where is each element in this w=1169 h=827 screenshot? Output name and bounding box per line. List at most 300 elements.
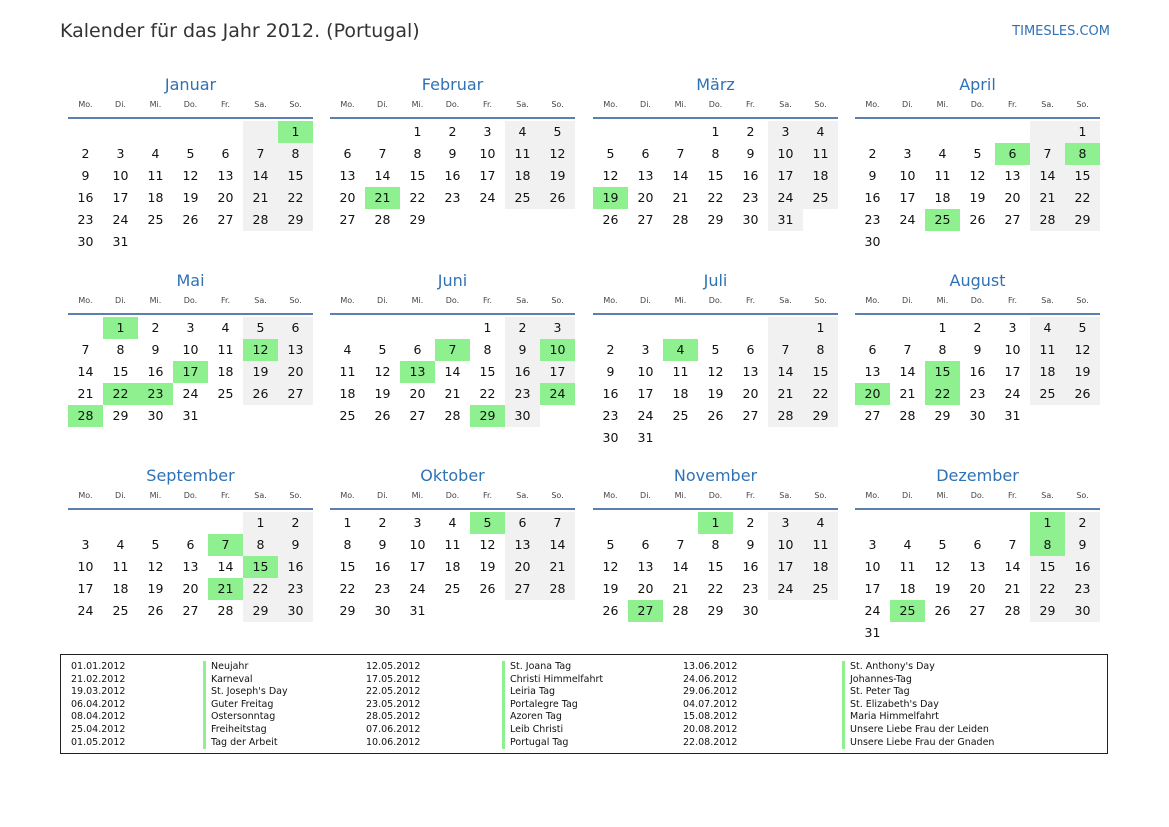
- day-cell: 27: [505, 578, 540, 600]
- day-cell: 25: [803, 187, 838, 209]
- day-cell: 27: [278, 383, 313, 405]
- brand-link[interactable]: TIMESLES.COM: [1012, 24, 1110, 39]
- day-cell: 23: [77, 212, 94, 227]
- day-cell: 26: [374, 408, 391, 423]
- day-cell: 19: [707, 386, 724, 401]
- day-cell: 16: [374, 559, 391, 574]
- day-cell: 13: [278, 339, 313, 361]
- day-cell: 11: [217, 342, 234, 357]
- day-grid: [68, 317, 313, 427]
- holiday-day-cell: 15: [925, 361, 960, 383]
- day-cell: 16: [278, 556, 313, 578]
- holiday-date: 28.05.2012: [366, 711, 421, 723]
- day-cell: 7: [768, 339, 803, 361]
- holiday-day-cell: 17: [173, 361, 208, 383]
- day-cell: 13: [864, 364, 881, 379]
- day-cell: 17: [899, 190, 916, 205]
- empty-cell: [995, 512, 1030, 534]
- day-cell: 28: [243, 209, 278, 231]
- day-cell: 14: [672, 559, 689, 574]
- day-cell: 13: [182, 559, 199, 574]
- empty-cell: [330, 121, 365, 143]
- day-cell: 2: [1065, 512, 1100, 534]
- empty-cell: [173, 512, 208, 534]
- empty-cell: [103, 512, 138, 534]
- day-cell: 24: [899, 212, 916, 227]
- day-cell: 16: [147, 364, 164, 379]
- day-cell: 28: [217, 603, 234, 618]
- empty-cell: [365, 317, 400, 339]
- day-grid: [330, 317, 575, 427]
- holiday-date: 17.05.2012: [366, 673, 421, 685]
- weekday-label: So.: [1076, 491, 1089, 500]
- month-rule: [330, 508, 575, 510]
- empty-cell: [400, 317, 435, 339]
- month-1: [68, 72, 313, 253]
- weekday-label: Di.: [115, 100, 126, 109]
- holiday-date: 13.06.2012: [683, 661, 738, 672]
- day-cell: 12: [147, 559, 164, 574]
- month-3: [593, 72, 838, 231]
- day-cell: 15: [707, 559, 724, 574]
- holiday-date: 19.03.2012: [71, 686, 126, 698]
- day-cell: 6: [746, 342, 755, 357]
- day-cell: 16: [742, 168, 759, 183]
- day-cell: 2: [378, 515, 387, 530]
- day-cell: 24: [637, 408, 654, 423]
- month-rule: [68, 508, 313, 510]
- weekday-header: [855, 489, 1100, 503]
- day-cell: 15: [479, 364, 496, 379]
- day-cell: 5: [540, 121, 575, 143]
- day-cell: 4: [803, 121, 838, 143]
- day-cell: 19: [182, 190, 199, 205]
- day-cell: 23: [742, 581, 759, 596]
- day-cell: 30: [1065, 600, 1100, 622]
- day-cell: 18: [1030, 361, 1065, 383]
- day-cell: 10: [182, 342, 199, 357]
- day-cell: 4: [151, 146, 160, 161]
- day-cell: 26: [1065, 383, 1100, 405]
- day-cell: 26: [707, 408, 724, 423]
- weekday-label: Do.: [708, 296, 723, 305]
- holiday-date: 10.06.2012: [366, 736, 421, 748]
- day-cell: 22: [339, 581, 356, 596]
- day-cell: 3: [868, 537, 877, 552]
- day-cell: 9: [746, 537, 755, 552]
- day-cell: 3: [768, 121, 803, 143]
- day-cell: 22: [707, 190, 724, 205]
- day-cell: 7: [1030, 143, 1065, 165]
- day-cell: 15: [278, 165, 313, 187]
- day-cell: 5: [606, 537, 615, 552]
- holiday-name: Unsere Liebe Frau der Leiden: [842, 724, 994, 737]
- month-10: [330, 463, 575, 622]
- day-cell: 3: [903, 146, 912, 161]
- day-cell: 21: [1004, 581, 1021, 596]
- day-cell: 15: [803, 361, 838, 383]
- weekday-label: Mi.: [936, 296, 949, 305]
- day-cell: 18: [505, 165, 540, 187]
- day-cell: 3: [483, 124, 492, 139]
- day-cell: 30: [742, 212, 759, 227]
- day-cell: 2: [151, 320, 160, 335]
- day-cell: 11: [147, 168, 164, 183]
- day-cell: 1: [343, 515, 352, 530]
- day-cell: 13: [637, 168, 654, 183]
- day-cell: 15: [409, 168, 426, 183]
- day-cell: 7: [378, 146, 387, 161]
- day-cell: 5: [186, 146, 195, 161]
- weekday-label: Sa.: [254, 296, 267, 305]
- day-grid: [855, 512, 1100, 644]
- month-name: Februar: [421, 75, 484, 94]
- day-cell: 3: [540, 317, 575, 339]
- day-cell: 24: [768, 578, 803, 600]
- day-cell: 2: [746, 515, 755, 530]
- day-cell: 6: [278, 317, 313, 339]
- day-cell: 18: [112, 581, 129, 596]
- holiday-date-column: [683, 661, 737, 749]
- weekday-label: Fr.: [220, 296, 231, 305]
- month-rule: [593, 117, 838, 119]
- day-cell: 22: [803, 383, 838, 405]
- day-cell: 19: [1065, 361, 1100, 383]
- holiday-legend: [60, 654, 1108, 754]
- day-grid: [68, 512, 313, 622]
- day-cell: 30: [864, 234, 881, 249]
- day-cell: 4: [448, 515, 457, 530]
- weekday-label: So.: [289, 296, 302, 305]
- weekday-label: Di.: [640, 100, 651, 109]
- day-cell: 29: [243, 600, 278, 622]
- weekday-label: Sa.: [254, 100, 267, 109]
- day-cell: 23: [602, 408, 619, 423]
- day-cell: 11: [339, 364, 356, 379]
- day-cell: 13: [637, 559, 654, 574]
- month-2: [330, 72, 575, 231]
- day-cell: 31: [112, 234, 129, 249]
- day-cell: 15: [707, 168, 724, 183]
- day-cell: 23: [864, 212, 881, 227]
- day-cell: 19: [374, 386, 391, 401]
- empty-cell: [663, 317, 698, 339]
- day-cell: 28: [1004, 603, 1021, 618]
- day-cell: 23: [444, 190, 461, 205]
- holiday-day-cell: 10: [540, 339, 575, 361]
- day-cell: 5: [1065, 317, 1100, 339]
- day-cell: 3: [116, 146, 125, 161]
- weekday-header: [855, 98, 1100, 112]
- weekday-label: Sa.: [1041, 491, 1054, 500]
- day-cell: 17: [864, 581, 881, 596]
- day-cell: 9: [868, 168, 877, 183]
- month-name: September: [146, 466, 235, 485]
- day-cell: 10: [768, 534, 803, 556]
- weekday-label: So.: [289, 491, 302, 500]
- day-cell: 27: [182, 603, 199, 618]
- day-cell: 16: [1065, 556, 1100, 578]
- empty-cell: [243, 121, 278, 143]
- empty-cell: [68, 512, 103, 534]
- weekday-label: So.: [551, 296, 564, 305]
- day-grid: [593, 121, 838, 231]
- holiday-date: 23.05.2012: [366, 698, 421, 710]
- weekday-label: Sa.: [516, 491, 529, 500]
- day-cell: 5: [606, 146, 615, 161]
- holiday-name: St. Anthony's Day: [842, 661, 994, 674]
- month-6: [330, 268, 575, 427]
- day-cell: 29: [934, 408, 951, 423]
- empty-cell: [768, 317, 803, 339]
- holiday-date: 01.01.2012: [71, 661, 126, 672]
- day-cell: 11: [803, 143, 838, 165]
- day-cell: 17: [768, 556, 803, 578]
- day-cell: 8: [243, 534, 278, 556]
- day-cell: 24: [864, 603, 881, 618]
- empty-cell: [173, 121, 208, 143]
- day-cell: 24: [409, 581, 426, 596]
- weekday-label: Mi.: [936, 491, 949, 500]
- day-cell: 29: [707, 603, 724, 618]
- weekday-label: Di.: [902, 100, 913, 109]
- day-cell: 20: [409, 386, 426, 401]
- weekday-label: Fr.: [745, 296, 756, 305]
- holiday-day-cell: 29: [470, 405, 505, 427]
- weekday-label: Mo.: [78, 491, 93, 500]
- day-cell: 18: [444, 559, 461, 574]
- weekday-header: [593, 489, 838, 503]
- weekday-header: [330, 98, 575, 112]
- day-cell: 8: [483, 342, 492, 357]
- weekday-label: So.: [551, 491, 564, 500]
- weekday-label: Do.: [970, 296, 985, 305]
- day-cell: 3: [641, 342, 650, 357]
- weekday-label: Do.: [445, 100, 460, 109]
- day-cell: 7: [540, 512, 575, 534]
- weekday-label: Fr.: [1007, 491, 1018, 500]
- day-cell: 27: [1004, 212, 1021, 227]
- day-grid: [593, 512, 838, 622]
- weekday-label: Mi.: [149, 491, 162, 500]
- day-cell: 18: [899, 581, 916, 596]
- day-cell: 14: [1004, 559, 1021, 574]
- empty-cell: [593, 121, 628, 143]
- empty-cell: [68, 317, 103, 339]
- weekday-label: Mo.: [340, 491, 355, 500]
- holiday-day-cell: 25: [925, 209, 960, 231]
- day-cell: 29: [803, 405, 838, 427]
- day-cell: 27: [864, 408, 881, 423]
- holiday-date: 21.02.2012: [71, 673, 126, 685]
- day-cell: 28: [672, 603, 689, 618]
- day-cell: 1: [413, 124, 422, 139]
- month-name: November: [673, 466, 758, 485]
- weekday-label: Di.: [115, 491, 126, 500]
- day-cell: 7: [903, 342, 912, 357]
- day-cell: 21: [672, 581, 689, 596]
- weekday-label: So.: [814, 296, 827, 305]
- day-cell: 19: [479, 559, 496, 574]
- day-cell: 2: [278, 512, 313, 534]
- day-cell: 3: [1008, 320, 1017, 335]
- day-cell: 5: [938, 537, 947, 552]
- day-cell: 11: [899, 559, 916, 574]
- weekday-label: Mi.: [411, 296, 424, 305]
- day-cell: 26: [602, 603, 619, 618]
- day-cell: 23: [969, 386, 986, 401]
- weekday-label: Mo.: [340, 296, 355, 305]
- day-cell: 13: [505, 534, 540, 556]
- weekday-label: Mo.: [603, 296, 618, 305]
- empty-cell: [68, 121, 103, 143]
- day-cell: 6: [221, 146, 230, 161]
- day-cell: 26: [243, 383, 278, 405]
- holiday-day-cell: 21: [365, 187, 400, 209]
- day-cell: 20: [182, 581, 199, 596]
- day-cell: 23: [505, 383, 540, 405]
- weekday-label: Mo.: [865, 491, 880, 500]
- day-cell: 19: [969, 190, 986, 205]
- day-cell: 2: [606, 342, 615, 357]
- empty-cell: [593, 512, 628, 534]
- holiday-date-column: [366, 661, 420, 749]
- holiday-day-cell: 7: [435, 339, 470, 361]
- day-cell: 16: [77, 190, 94, 205]
- weekday-label: So.: [814, 491, 827, 500]
- day-cell: 16: [444, 168, 461, 183]
- day-cell: 12: [374, 364, 391, 379]
- weekday-label: Fr.: [482, 100, 493, 109]
- day-cell: 26: [182, 212, 199, 227]
- day-cell: 12: [182, 168, 199, 183]
- holiday-day-cell: 12: [243, 339, 278, 361]
- month-name: Mai: [176, 271, 205, 290]
- month-9: [68, 463, 313, 622]
- holiday-name: Portugal Tag: [502, 737, 603, 750]
- holiday-name: Freiheitstag: [203, 724, 288, 737]
- day-cell: 30: [77, 234, 94, 249]
- weekday-label: Mi.: [674, 491, 687, 500]
- day-cell: 25: [803, 578, 838, 600]
- day-cell: 10: [1004, 342, 1021, 357]
- month-name: Dezember: [936, 466, 1019, 485]
- day-cell: 15: [1065, 165, 1100, 187]
- day-cell: 12: [479, 537, 496, 552]
- holiday-date-column: [71, 661, 125, 749]
- weekday-label: Mi.: [936, 100, 949, 109]
- month-name: März: [696, 75, 735, 94]
- weekday-label: So.: [551, 100, 564, 109]
- day-cell: 21: [768, 383, 803, 405]
- day-cell: 9: [1065, 534, 1100, 556]
- empty-cell: [628, 317, 663, 339]
- day-cell: 4: [1030, 317, 1065, 339]
- day-cell: 4: [343, 342, 352, 357]
- day-cell: 30: [278, 600, 313, 622]
- empty-cell: [995, 121, 1030, 143]
- holiday-name: St. Elizabeth's Day: [842, 699, 994, 712]
- weekday-label: Fr.: [745, 491, 756, 500]
- day-cell: 22: [278, 187, 313, 209]
- day-cell: 8: [711, 537, 720, 552]
- day-cell: 23: [278, 578, 313, 600]
- day-cell: 18: [217, 364, 234, 379]
- day-cell: 27: [969, 603, 986, 618]
- weekday-label: Fr.: [482, 491, 493, 500]
- weekday-label: Fr.: [1007, 296, 1018, 305]
- day-cell: 10: [77, 559, 94, 574]
- month-name: August: [949, 271, 1006, 290]
- day-cell: 5: [378, 342, 387, 357]
- weekday-label: Mo.: [865, 100, 880, 109]
- holiday-day-cell: 22: [925, 383, 960, 405]
- day-cell: 6: [973, 537, 982, 552]
- day-cell: 16: [602, 386, 619, 401]
- day-cell: 8: [278, 143, 313, 165]
- day-cell: 27: [637, 212, 654, 227]
- day-cell: 16: [969, 364, 986, 379]
- weekday-header: [855, 294, 1100, 308]
- empty-cell: [855, 317, 890, 339]
- holiday-name-column: [502, 661, 603, 749]
- day-cell: 24: [112, 212, 129, 227]
- month-rule: [855, 508, 1100, 510]
- weekday-label: Fr.: [1007, 100, 1018, 109]
- weekday-label: Sa.: [779, 296, 792, 305]
- day-cell: 25: [339, 408, 356, 423]
- holiday-day-cell: 5: [470, 512, 505, 534]
- day-cell: 1: [938, 320, 947, 335]
- empty-cell: [628, 121, 663, 143]
- empty-cell: [435, 317, 470, 339]
- empty-cell: [138, 121, 173, 143]
- day-cell: 20: [339, 190, 356, 205]
- empty-cell: [855, 512, 890, 534]
- day-cell: 26: [479, 581, 496, 596]
- month-rule: [68, 313, 313, 315]
- day-cell: 16: [742, 559, 759, 574]
- empty-cell: [208, 512, 243, 534]
- weekday-header: [68, 489, 313, 503]
- weekday-label: Di.: [902, 296, 913, 305]
- month-rule: [330, 313, 575, 315]
- day-cell: 9: [278, 534, 313, 556]
- empty-cell: [663, 512, 698, 534]
- day-grid: [593, 317, 838, 449]
- day-cell: 1: [711, 124, 720, 139]
- day-cell: 28: [899, 408, 916, 423]
- day-cell: 17: [1004, 364, 1021, 379]
- day-cell: 25: [217, 386, 234, 401]
- day-cell: 23: [1065, 578, 1100, 600]
- day-cell: 9: [151, 342, 160, 357]
- weekday-label: Di.: [377, 100, 388, 109]
- day-cell: 7: [243, 143, 278, 165]
- weekday-label: Sa.: [779, 100, 792, 109]
- day-cell: 28: [374, 212, 391, 227]
- holiday-date: 22.08.2012: [683, 736, 738, 748]
- day-cell: 28: [1030, 209, 1065, 231]
- day-cell: 11: [505, 143, 540, 165]
- day-cell: 24: [182, 386, 199, 401]
- empty-cell: [663, 121, 698, 143]
- day-cell: 12: [602, 559, 619, 574]
- day-cell: 17: [112, 190, 129, 205]
- holiday-date: 08.04.2012: [71, 711, 126, 723]
- weekday-label: So.: [1076, 100, 1089, 109]
- day-cell: 12: [934, 559, 951, 574]
